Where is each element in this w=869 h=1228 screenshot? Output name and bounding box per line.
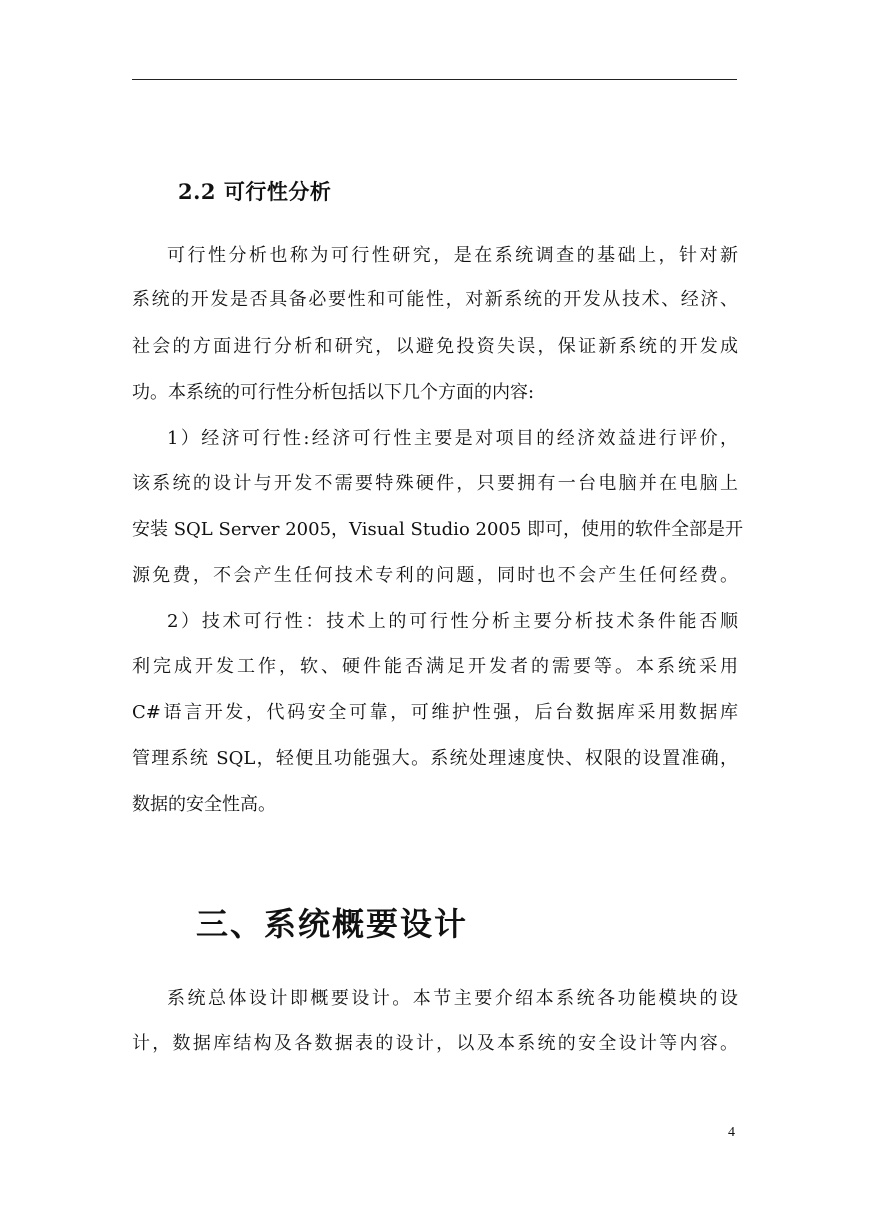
paragraph-line: 系统的开发是否具备必要性和可能性，对新系统的开发从技术、经济、 [132,289,738,310]
paragraph-line: 功。本系统的可行性分析包括以下几个方面的内容: [132,382,535,403]
section-heading: 2.2 可行性分析 [178,179,332,204]
paragraph-line: 计，数据库结构及各数据表的设计，以及本系统的安全设计等内容。 [132,1033,738,1054]
paragraph-line: 社会的方面进行分析和研究，以避免投资失误，保证新系统的开发成 [132,336,738,357]
chapter-heading: 三、系统概要设计 [196,905,469,943]
paragraph-line: 数据的安全性高。 [132,794,276,815]
paragraph-line: C#语言开发，代码安全可靠，可维护性强，后台数据库采用数据库 [132,702,738,723]
paragraph-line: 2）技术可行性：技术上的可行性分析主要分析技术条件能否顺 [167,611,738,632]
paragraph-line: 安装 SQL Server 2005，Visual Studio 2005 即可，使用的软件全部是开 [132,519,744,540]
paragraph-line: 利完成开发工作，软、硬件能否满足开发者的需要等。本系统采用 [132,656,738,677]
page-number: 4 [728,1125,735,1140]
paragraph-line: 1）经济可行性:经济可行性主要是对项目的经济效益进行评价， [167,428,738,449]
paragraph-line: 源免费，不会产生任何技术专利的问题，同时也不会产生任何经费。 [132,565,738,586]
paragraph-line: 管理系统 SQL，轻便且功能强大。系统处理速度快、权限的设置准确， [132,748,738,769]
paragraph-line: 可行性分析也称为可行性研究，是在系统调查的基础上，针对新 [167,245,738,266]
paragraph-line: 系统总体设计即概要设计。本节主要介绍本系统各功能模块的设 [167,988,738,1009]
paragraph-line: 该系统的设计与开发不需要特殊硬件，只要拥有一台电脑并在电脑上 [132,473,738,494]
header-rule [132,79,737,80]
